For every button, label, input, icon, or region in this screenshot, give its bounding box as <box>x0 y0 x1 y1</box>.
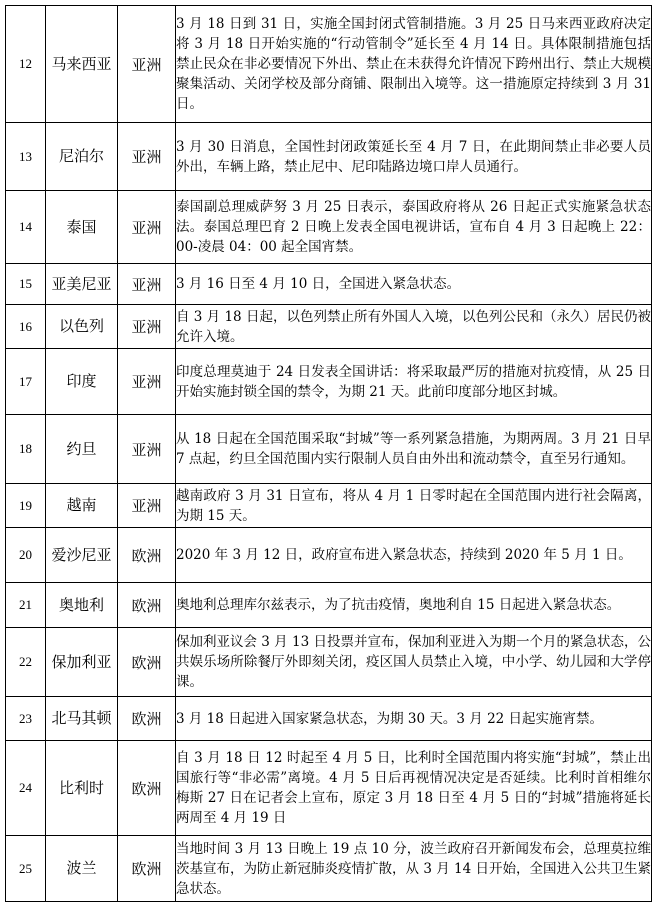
measure-detail: 3 月 18 日起进入国家紧急状态，为期 30 天。3 月 22 日起实施宵禁。 <box>176 697 652 741</box>
row-number: 12 <box>6 6 46 123</box>
country-cell: 尼泊尔 <box>46 123 118 191</box>
row-number: 24 <box>6 741 46 836</box>
row-number: 14 <box>6 191 46 264</box>
row-number: 19 <box>6 484 46 528</box>
row-number: 21 <box>6 583 46 628</box>
row-number: 25 <box>6 836 46 902</box>
table-row <box>6 6 652 123</box>
table-row <box>6 628 652 697</box>
table-row <box>6 191 652 264</box>
country-cell: 约旦 <box>46 415 118 484</box>
row-number: 17 <box>6 349 46 415</box>
region-cell: 亚洲 <box>118 415 176 484</box>
table-row <box>6 697 652 741</box>
row-number: 20 <box>6 528 46 583</box>
table-row <box>6 583 652 628</box>
region-cell: 亚洲 <box>118 123 176 191</box>
row-number: 22 <box>6 628 46 697</box>
table-row <box>6 528 652 583</box>
measure-detail: 从 18 日起在全国范围采取“封城”等一系列紧急措施，为期两周。3 月 21 日早 7 点起，约旦全国范围内实行限制人员自由外出和流动禁令，直至另行通知。 <box>176 415 652 484</box>
row-number: 13 <box>6 123 46 191</box>
region-cell: 亚洲 <box>118 6 176 123</box>
country-cell: 泰国 <box>46 191 118 264</box>
country-cell: 亚美尼亚 <box>46 264 118 305</box>
country-cell: 奥地利 <box>46 583 118 628</box>
measure-detail: 越南政府 3 月 31 日宣布，将从 4 月 1 日零时起在全国范围内进行社会隔离，为期 15 天。 <box>176 484 652 528</box>
country-cell: 越南 <box>46 484 118 528</box>
region-cell: 亚洲 <box>118 349 176 415</box>
row-number: 18 <box>6 415 46 484</box>
country-cell: 北马其顿 <box>46 697 118 741</box>
row-number: 23 <box>6 697 46 741</box>
region-cell: 欧洲 <box>118 741 176 836</box>
region-cell: 欧洲 <box>118 836 176 902</box>
region-cell: 亚洲 <box>118 484 176 528</box>
region-cell: 欧洲 <box>118 628 176 697</box>
table-row <box>6 305 652 349</box>
measure-detail: 自 3 月 18 日起，以色列禁止所有外国人入境，以色列公民和（永久）居民仍被允许入境。 <box>176 305 652 349</box>
measure-detail: 印度总理莫迪于 24 日发表全国讲话：将采取最严厉的措施对抗疫情，从 25 日开始实施封锁全国的禁令，为期 21 天。此前印度部分地区封城。 <box>176 349 652 415</box>
table-row <box>6 484 652 528</box>
region-cell: 亚洲 <box>118 264 176 305</box>
country-cell: 比利时 <box>46 741 118 836</box>
region-cell: 欧洲 <box>118 697 176 741</box>
measure-detail: 当地时间 3 月 13 日晚上 19 点 10 分，波兰政府召开新闻发布会，总理莫拉维茨基宣布，为防止新冠肺炎疫情扩散，从 3 月 14 日开始，全国进入公共卫生紧急状态。 <box>176 836 652 902</box>
region-cell: 亚洲 <box>118 191 176 264</box>
measure-detail: 3 月 18 日到 31 日，实施全国封闭式管制措施。3 月 25 日马来西亚政府决定将 3 月 18 日开始实施的“行动管制令”延长至 4 月 14 日。具体限制措施包括禁止民众在非必要情况下外出、禁止在未获得允许情况下跨州出行、禁止大规模聚集活动、关闭学校及部分商铺、限制出入境等。这一措施原定持续到 3 月 31 日。 <box>176 6 652 123</box>
region-cell: 欧洲 <box>118 583 176 628</box>
measure-detail: 泰国副总理威萨努 3 月 25 日表示，泰国政府将从 26 日起正式实施紧急状态法。泰国总理巴育 2 日晚上发表全国电视讲话，宣布自 4 月 3 日起晚上 22：00-凌晨 04：00 起全国宵禁。 <box>176 191 652 264</box>
measure-detail: 3 月 16 日至 4 月 10 日，全国进入紧急状态。 <box>176 264 652 305</box>
country-cell: 印度 <box>46 349 118 415</box>
table-row <box>6 264 652 305</box>
measures-table <box>5 5 652 902</box>
country-cell: 马来西亚 <box>46 6 118 123</box>
table-row <box>6 415 652 484</box>
measure-detail: 2020 年 3 月 12 日，政府宣布进入紧急状态，持续到 2020 年 5 月 1 日。 <box>176 528 652 583</box>
measure-detail: 奥地利总理库尔兹表示，为了抗击疫情，奥地利自 15 日起进入紧急状态。 <box>176 583 652 628</box>
country-cell: 保加利亚 <box>46 628 118 697</box>
row-number: 16 <box>6 305 46 349</box>
table-row <box>6 123 652 191</box>
table-row <box>6 741 652 836</box>
country-cell: 以色列 <box>46 305 118 349</box>
table-row <box>6 349 652 415</box>
row-number: 15 <box>6 264 46 305</box>
measure-detail: 保加利亚议会 3 月 13 日投票并宣布，保加利亚进入为期一个月的紧急状态，公共娱乐场所除餐厅外即刻关闭，疫区国人员禁止入境，中小学、幼儿园和大学停课。 <box>176 628 652 697</box>
region-cell: 欧洲 <box>118 528 176 583</box>
country-cell: 波兰 <box>46 836 118 902</box>
measure-detail: 自 3 月 18 日 12 时起至 4 月 5 日，比利时全国范围内将实施“封城”，禁止出国旅行等“非必需”离境。4 月 5 日后再视情况决定是否延续。比利时首相维尔梅斯 27 日在记者会上宣布，原定 3 月 18 日至 4 月 5 日的“封城”措施将延长两周至 4 月 19 日 <box>176 741 652 836</box>
country-cell: 爱沙尼亚 <box>46 528 118 583</box>
measure-detail: 3 月 30 日消息，全国性封闭政策延长至 4 月 7 日，在此期间禁止非必要人员外出，车辆上路，禁止尼中、尼印陆路边境口岸人员通行。 <box>176 123 652 191</box>
region-cell: 亚洲 <box>118 305 176 349</box>
table-row <box>6 836 652 902</box>
